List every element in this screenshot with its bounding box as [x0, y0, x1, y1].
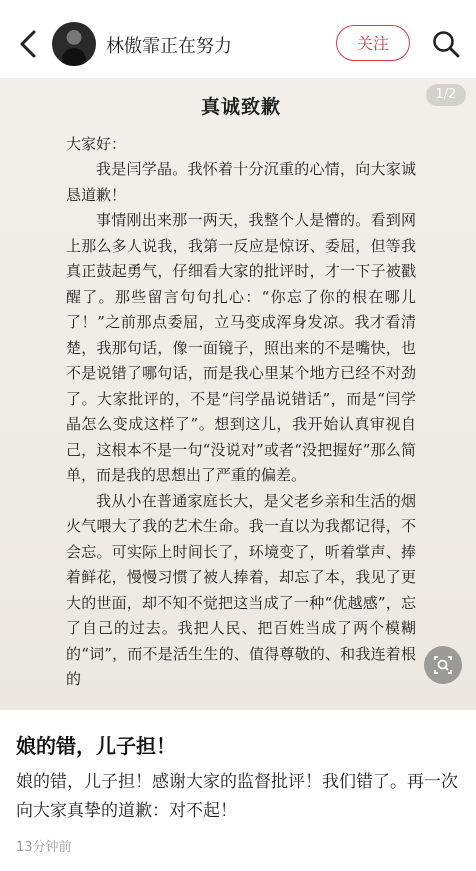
- letter-greeting: 大家好：: [66, 135, 127, 153]
- letter-paragraph: 我是闫学晶。我怀着十分沉重的心情，向大家诚恳道歉！: [66, 160, 416, 204]
- letter-paragraph: 我从小在普通家庭长大，是父老乡亲和生活的烟火气喂大了我的艺术生命。我一直以为我都记得，不会忘。可实际上时间长了，环境变了，听着掌声、捧着鲜花，慢慢习惯了被人捧着，却忘了本，我见了更大的世面，却不知不觉把这当成了一种“优越感”，忘了自己的过去。我把人民、把百姓当成了两个模糊的“词”，而不是活生生的、值得尊敬的、和我连着根的: [66, 491, 416, 688]
- back-arrow-icon[interactable]: [14, 28, 42, 60]
- search-icon[interactable]: [432, 30, 460, 58]
- image-search-icon[interactable]: [424, 646, 462, 684]
- apology-letter-image[interactable]: [0, 78, 476, 710]
- letter-document: [66, 92, 416, 693]
- letter-paragraph: 事情刚出来那一两天，我整个人是懵的。看到网上那么多人说我，我第一反应是惊讶、委屈，但等我真正鼓起勇气，仔细看大家的批评时，才一下子被戳醒了。那些留言句句扎心：“你忘了你的根在哪儿了！”之前那点委屈，立马变成浑身发凉。我才看清楚，我那句话，像一面镜子，照出来的不是嘴快，也不是说错了哪句话，而是我心里某个地方已经不对劲了。大家批评的，不是“闫学晶说错话”，而是“闫学晶怎么变成这样了”。想到这儿，我开始认真审视自己，这根本不是一句“没说对”或者“没把握好”那么简单，而是我的思想出了严重的偏差。: [66, 211, 416, 484]
- page-indicator: 1/2: [426, 84, 466, 106]
- post-timestamp: 13分钟前: [16, 840, 72, 855]
- top-bar: [0, 0, 476, 86]
- post-body: 娘的错，儿子担！感谢大家的监督批评！我们错了。再一次向大家真挚的道歉：对不起！: [16, 772, 458, 821]
- username[interactable]: 林傲霏正在努力: [106, 36, 232, 57]
- post-title: 娘的错，儿子担！: [16, 734, 176, 758]
- post-content: [0, 710, 476, 871]
- follow-button[interactable]: 关注: [336, 25, 410, 61]
- avatar[interactable]: [52, 22, 96, 66]
- letter-title: 真诚致歉: [200, 96, 281, 118]
